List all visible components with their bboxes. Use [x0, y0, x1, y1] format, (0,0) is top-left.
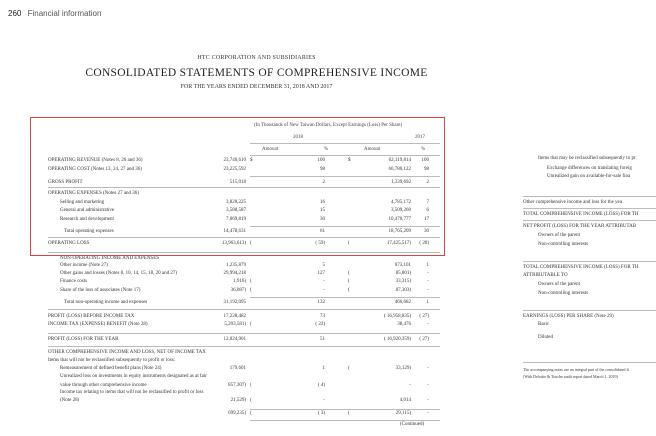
row-amt-18: 14,478,631 — [223, 229, 246, 234]
row-amt-18: 7,069,819 — [226, 217, 246, 222]
row-label: NON-OPERATING INCOME AND EXPENSES — [60, 256, 160, 261]
right-page-line: EARNINGS (LOSS) PER SHARE (Note 29) — [523, 314, 614, 319]
row-par-18: ( — [250, 288, 252, 293]
row-rule — [250, 409, 440, 410]
row-label: Items that will not be reclassified subsequently to profit or loss: — [48, 358, 176, 363]
row-sym-18: $ — [250, 158, 253, 163]
row-pct-17: - — [427, 322, 429, 327]
row-label: Unrealized loss on investments in equity instruments designated as at fair — [60, 374, 207, 379]
right-page-line: Items that may be reclassified subsequently to pr — [538, 156, 636, 161]
page-number: 260 — [8, 9, 22, 18]
row-amt-18: 699,235) — [228, 411, 246, 416]
row-amt-18: 179,601 — [229, 366, 246, 371]
row-label: value through other comprehensive income — [60, 383, 147, 388]
row-amt-18: 3,588,587 — [226, 208, 246, 213]
row-amt-17: - — [409, 383, 411, 388]
row-label: PROFIT (LOSS) FOR THE YEAR — [48, 337, 119, 342]
row-label: Other income (Note 27) — [60, 263, 108, 268]
row-pct-17: 6 — [426, 208, 429, 213]
row-amt-17: 38,476 — [397, 322, 411, 327]
statement-title: CONSOLIDATED STATEMENTS OF COMPREHENSIVE INCOME — [85, 67, 428, 79]
row-amt-17: 33,129) — [395, 366, 411, 371]
right-page-line: Exchange differences on translating foreig — [547, 166, 632, 171]
row-amt-18: 857,307) — [228, 383, 246, 388]
row-label: Total non-operating income and expenses — [64, 300, 148, 305]
row-amt-18: 23,740,610 — [223, 158, 246, 163]
row-pct-17: ( 28) — [419, 241, 429, 246]
row-pct-18: - — [323, 279, 325, 284]
row-pct-18: ( 59) — [315, 241, 325, 246]
row-par-18: ( — [250, 383, 252, 388]
row-label: Income tax relating to items that will not be reclassified to profit or loss — [60, 390, 204, 395]
row-pct-17: 7 — [426, 200, 429, 205]
row-amt-17: 62,119,814 — [388, 158, 411, 163]
row-rule — [48, 333, 440, 334]
row-par-17: ( — [348, 241, 350, 246]
row-amt-17: 60,780,122 — [388, 167, 411, 172]
right-page-rule — [523, 220, 656, 221]
row-par-18: ( — [250, 279, 252, 284]
right-page-line: Non-controlling interests — [538, 242, 589, 247]
highlight-box — [30, 117, 445, 256]
statement-row — [0, 279, 513, 288]
row-pct-18: 16 — [320, 200, 325, 205]
row-label: Remeasurement of defined benefit plans (Note 24) — [60, 366, 162, 371]
right-page-line: TOTAL COMPREHENSIVE INCOME (LOSS) FOR TH — [523, 265, 639, 270]
row-amt-18: 3,820,225 — [226, 200, 246, 205]
right-page-rule — [523, 196, 656, 197]
row-amt-17: 18,765,209 — [388, 229, 411, 234]
row-pct-17: ( 27) — [419, 337, 429, 342]
row-par-17: ( — [348, 411, 350, 416]
row-pct-17: - — [427, 271, 429, 276]
statement-row — [0, 300, 513, 309]
row-label: OPERATING COST (Notes 13, 24, 27 and 36) — [48, 167, 142, 172]
pct-header-2018: % — [324, 147, 329, 152]
right-page-rule — [523, 261, 656, 262]
row-pct-18: 100 — [317, 158, 325, 163]
row-amt-18: 515,018 — [229, 180, 246, 185]
continued-note: (Continued) — [400, 422, 425, 427]
row-pct-18: ( 3) — [317, 411, 325, 416]
statement-row — [0, 374, 513, 383]
right-page-line: NET PROFIT (LOSS) FOR THE YEAR ATTRIBUTAB — [523, 224, 637, 229]
statement-row — [0, 337, 513, 346]
row-pct-17: - — [427, 279, 429, 284]
right-page-line: Non-controlling interests — [538, 291, 589, 296]
row-label: INCOME TAX (EXPENSE) BENEFIT (Note 28) — [48, 322, 148, 327]
row-amt-17: 4,785,172 — [391, 200, 411, 205]
row-par-18: ( — [250, 322, 252, 327]
row-pct-17: 1 — [426, 263, 429, 268]
row-amt-18: 31,192,095 — [223, 300, 246, 305]
row-label: OPERATING LOSS — [48, 241, 90, 246]
row-amt-18: 29,994,218 — [223, 271, 246, 276]
row-label: OPERATING REVENUE (Notes 8, 26 and 36) — [48, 158, 143, 163]
row-amt-18: 5,203,581) — [224, 322, 246, 327]
row-amt-17: 1,339,692 — [391, 180, 411, 185]
row-par-17: ( — [348, 279, 350, 284]
row-par-17: ( — [348, 271, 350, 276]
row-pct-18: - — [323, 288, 325, 293]
row-pct-17: - — [427, 366, 429, 371]
pct-header-2017: % — [421, 147, 426, 152]
row-pct-17: 30 — [424, 229, 429, 234]
right-page-line: TOTAL COMPREHENSIVE INCOME (LOSS) FOR TH — [523, 212, 639, 217]
row-amt-17: 29,115) — [395, 411, 411, 416]
row-par-18: ( — [250, 241, 252, 246]
statement-row — [0, 398, 513, 407]
row-par-18: ( — [250, 411, 252, 416]
row-amt-18: 21,529) — [230, 398, 246, 403]
row-pct-17: 17 — [424, 217, 429, 222]
row-label: Other gains and losses (Notes 8, 10, 14, 15, 18, 20 and 27) — [60, 271, 178, 276]
amount-header-2018: Amount — [262, 147, 279, 152]
row-label: Total operating expenses — [64, 229, 114, 234]
row-pct-18: 73 — [320, 314, 325, 319]
row-pct-17: 98 — [424, 167, 429, 172]
row-pct-18: 132 — [317, 300, 325, 305]
row-amt-17: 673,101 — [394, 263, 411, 268]
right-page-rule — [523, 362, 656, 363]
right-page-line: Diluted — [538, 335, 553, 340]
row-pct-18: ( 22) — [315, 322, 325, 327]
row-rule — [48, 346, 440, 347]
row-pct-17: - — [427, 398, 429, 403]
row-pct-18: 30 — [320, 217, 325, 222]
amount-header-2017: Amount — [364, 147, 381, 152]
row-pct-18: 2 — [322, 180, 325, 185]
row-pct-17: 2 — [426, 180, 429, 185]
row-pct-18: 15 — [320, 208, 325, 213]
row-par-17: ( — [348, 366, 350, 371]
row-amt-18: 1,916) — [233, 279, 246, 284]
right-page-rule — [523, 208, 656, 209]
row-par-17: ( — [348, 288, 350, 293]
row-amt-17: 17,425,517) — [386, 241, 411, 246]
company-name: HTC CORPORATION AND SUBSIDIARIES — [197, 55, 316, 61]
row-pct-17: - — [427, 383, 429, 388]
right-page-line: Unrealized gain on available-for-sale fina — [547, 174, 631, 179]
row-amt-17: 3,509,260 — [391, 208, 411, 213]
row-pct-18: 61 — [320, 229, 325, 234]
row-pct-18: 98 — [320, 167, 325, 172]
right-page-line: (With Deloitte & Touche audit report dated March 1, 2019) — [523, 374, 618, 379]
year-2018-header: 2018 — [293, 135, 303, 140]
row-amt-17: 87,303) — [395, 288, 411, 293]
row-amt-18: 17,228,482 — [223, 314, 246, 319]
row-amt-18: 36,087) — [230, 288, 246, 293]
row-pct-18: - — [323, 398, 325, 403]
right-page-line: Basic — [538, 322, 550, 327]
row-label: (Note 28) — [60, 398, 80, 403]
year-2017-header: 2017 — [415, 135, 425, 140]
row-pct-18: 51 — [320, 337, 325, 342]
row-pct-17: ( 27) — [419, 314, 429, 319]
right-page-line: Owners of the parent — [538, 233, 581, 238]
page-header — [8, 9, 101, 18]
row-amt-18: 1,235,879 — [226, 263, 246, 268]
row-label: Research and development — [60, 217, 114, 222]
row-amt-17: 466,682 — [394, 300, 411, 305]
statement-row — [0, 288, 513, 297]
units-note: (In Thousands of New Taiwan Dollars, Except Earnings (Loss) Per Share) — [254, 123, 403, 128]
right-page-line: The accompanying notes are an integral part of the consolidated fi — [523, 367, 629, 372]
row-label: OTHER COMPREHENSIVE INCOME AND LOSS, NET OF INCOME TAX — [48, 350, 206, 355]
statement-period: FOR THE YEARS ENDED DECEMBER 31, 2018 AND 2017 — [180, 84, 333, 90]
row-label: Share of the loss of associates (Note 17) — [60, 288, 141, 293]
row-amt-17: 85,801) — [395, 271, 411, 276]
row-pct-18: 5 — [322, 263, 325, 268]
row-label: GROSS PROFIT — [48, 180, 83, 185]
right-page-rule — [523, 310, 656, 311]
row-pct-18: 127 — [317, 271, 325, 276]
row-amt-18: 12,024,901 — [223, 337, 246, 342]
row-amt-18: 23,225,592 — [223, 167, 246, 172]
right-page-line: Owners of the parent — [538, 282, 581, 287]
row-rule — [250, 297, 440, 298]
statement-row — [0, 322, 513, 331]
row-pct-17: - — [427, 288, 429, 293]
row-sym-17: $ — [348, 158, 351, 163]
row-rule — [250, 420, 440, 421]
row-label: Finance costs — [60, 279, 88, 284]
row-label: OPERATING EXPENSES (Notes 27 and 36) — [48, 191, 139, 196]
row-pct-17: - — [427, 411, 429, 416]
right-page-line: Other comprehensive income and loss for the yea — [523, 200, 622, 205]
row-pct-18: 1 — [322, 366, 325, 371]
statement-row — [0, 411, 513, 420]
row-label: PROFIT (LOSS) BEFORE INCOME TAX — [48, 314, 135, 319]
row-pct-17: 1 — [426, 300, 429, 305]
row-pct-18: ( 4) — [317, 383, 325, 388]
row-amt-18: 13,963,613) — [221, 241, 246, 246]
row-amt-17: 10,470,777 — [388, 217, 411, 222]
row-amt-17: 33,315) — [395, 279, 411, 284]
section-title: Financial information — [27, 9, 102, 18]
row-amt-17: ( 16,920,359) — [383, 337, 411, 342]
row-label: General and administrative — [60, 208, 115, 213]
row-amt-17: ( 16,958,835) — [383, 314, 411, 319]
row-pct-17: 100 — [421, 158, 429, 163]
row-amt-17: 4,014 — [399, 398, 411, 403]
row-par-18: ( — [250, 398, 252, 403]
row-label: Selling and marketing — [60, 200, 105, 205]
right-page-line: ATTRIBUTABLE TO — [523, 273, 568, 278]
row-rule — [48, 309, 440, 310]
